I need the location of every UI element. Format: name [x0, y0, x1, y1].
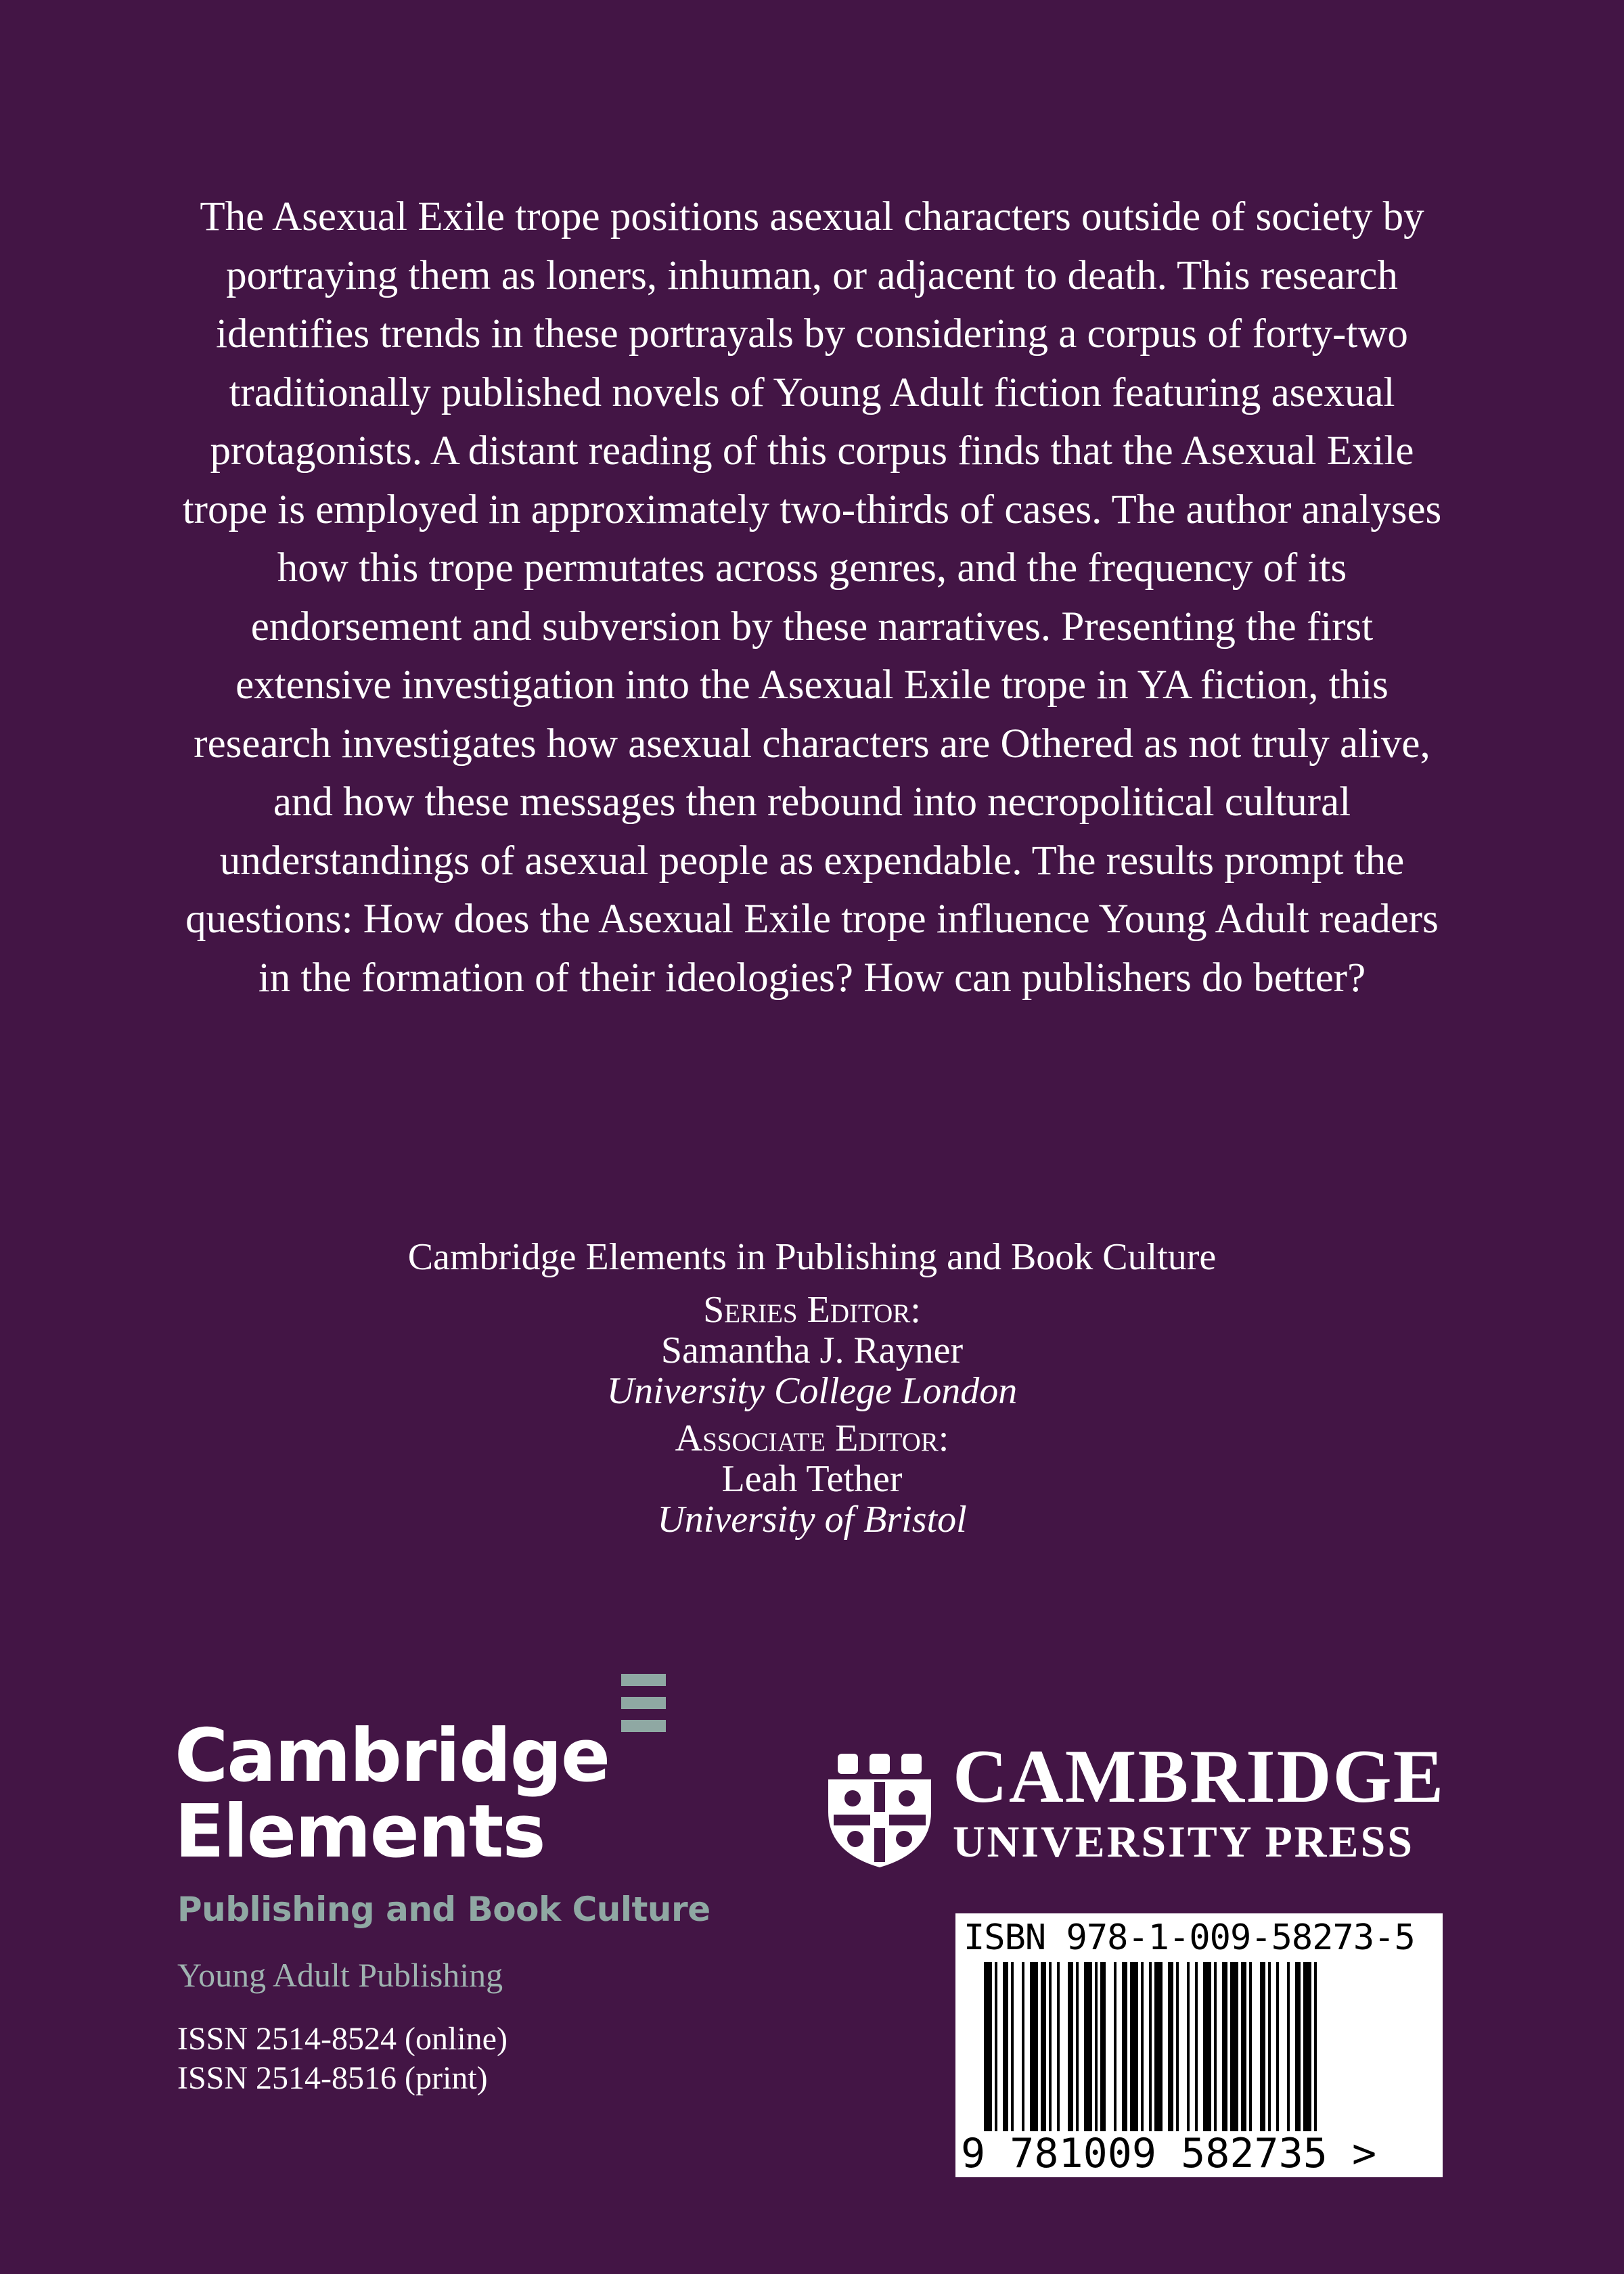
publisher-line1: CAMBRIDGE — [953, 1735, 1445, 1819]
abstract-text: The Asexual Exile trope positions asexual characters outside of society by portraying them as loners, inhuman, or adjacent to death. This research identifies trends in these portrayals by considering a corpus of forty-two traditionally published novels of Young Adult fiction featuring asexual protagonists. A distant reading of this corpus finds that the Asexual Exile trope is employed in approximately two-thirds of cases. The author analyses how this trope permutates across genres, and the frequency of its endorsement and subversion by these narratives. Presenting the first extensive investigation into the Asexual Exile trope in YA fiction, this research investigates how asexual characters are Othered as not truly alive, and how these messages then rebound into necropolitical cultural understandings of asexual people as expendable. The results prompt the questions: How does the Asexual Exile trope influence Young Adult readers in the formation of their ideologies? How can publishers do better? — [182, 194, 1442, 1001]
barcode-digits: 9 781009 582735 > — [961, 2130, 1377, 2177]
isbn-text: ISBN 978-1-009-58273-5 — [964, 1917, 1415, 1958]
series-info — [203, 1231, 1421, 1540]
barcode-bars — [984, 1962, 1402, 2131]
elements-bars-icon — [621, 1674, 666, 1743]
cambridge-university-press-logo — [953, 1735, 1445, 1870]
isbn-barcode — [955, 1913, 1443, 2177]
elements-topic: Young Adult Publishing — [177, 1956, 503, 1994]
cambridge-shield-icon — [824, 1744, 935, 1870]
series-editor-name: Samantha J. Rayner — [660, 1329, 964, 1371]
issn-online: ISSN 2514-8524 (online) — [177, 2021, 508, 2057]
associate-editor-label: Associate Editor: — [675, 1417, 949, 1459]
cambridge-elements-logo — [175, 1714, 610, 1874]
series-editor-label: Series Editor: — [703, 1289, 921, 1331]
series-title: Cambridge Elements in Publishing and Book Culture — [407, 1236, 1217, 1278]
series-editor-affiliation: University College London — [606, 1370, 1018, 1412]
elements-logo-line2: Elements — [175, 1790, 545, 1874]
publisher-line2: UNIVERSITY PRESS — [953, 1817, 1414, 1867]
associate-editor-affiliation: University of Bristol — [657, 1499, 967, 1541]
elements-logo-line1: Cambridge — [175, 1714, 610, 1798]
issn-block — [177, 2020, 508, 2098]
associate-editor-name: Leah Tether — [721, 1458, 903, 1500]
issn-print: ISSN 2514-8516 (print) — [177, 2060, 488, 2096]
elements-subtitle: Publishing and Book Culture — [177, 1890, 710, 1929]
